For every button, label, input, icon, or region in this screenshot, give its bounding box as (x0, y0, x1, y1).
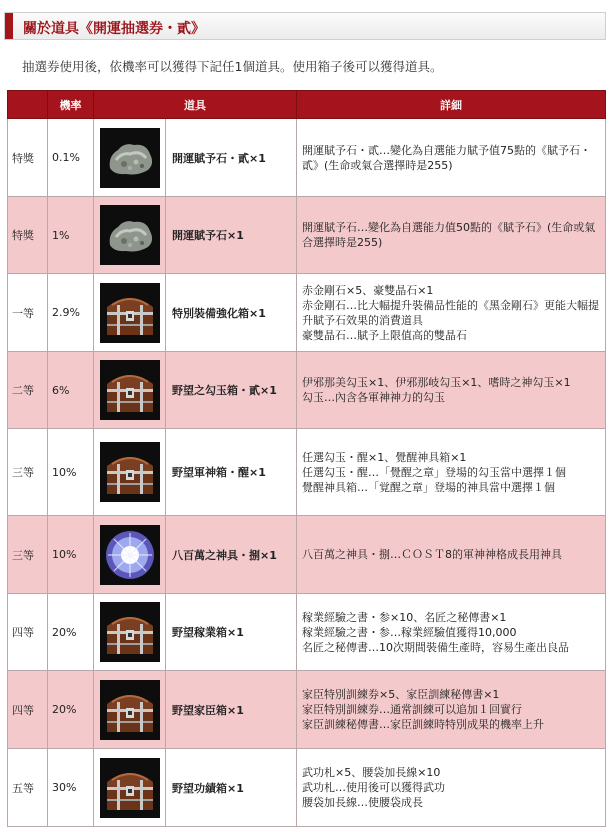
cell-rank: 特獎 (8, 119, 48, 197)
section-title-bar (4, 12, 606, 40)
detail-line: 稼業經驗之書・参×10、名匠之秘傳書×1 (302, 610, 507, 624)
cell-item-icon (94, 671, 166, 749)
cell-item-name: 特別裝備強化箱×1 (166, 274, 297, 352)
table-row (8, 119, 606, 197)
cell-rate: 10% (48, 516, 94, 594)
table-row (8, 429, 606, 516)
cell-rate: 20% (48, 671, 94, 749)
cell-rate: 30% (48, 749, 94, 827)
cell-item-name: 野望軍神箱・醒×1 (166, 429, 297, 516)
detail-line: 赤金剛石×5、豪雙晶石×1 (302, 283, 434, 297)
treasure-chest-icon (100, 758, 160, 818)
detail-line: 伊邪那美勾玉×1、伊邪那岐勾玉×1、嗜時之神勾玉×1 (302, 376, 571, 389)
cell-item-name: 八百萬之神具・捌×1 (166, 516, 297, 594)
cell-detail (297, 749, 606, 827)
cell-item-icon (94, 274, 166, 352)
col-header-rank (8, 91, 48, 119)
detail-line: 開運賦予石…變化為自選能力值50點的《賦予石》(生命或氣合選擇時是255) (302, 221, 596, 249)
detail-line: 赤金剛石…比大幅提升裝備品性能的《黑金剛石》更能大幅提升賦予石效果的消費道具 (302, 298, 599, 327)
cell-rank: 二等 (8, 352, 48, 429)
cell-detail (297, 429, 606, 516)
detail-line: 名匠之秘傳書…10次期間裝備生產時，容易生產出良品 (302, 640, 569, 654)
cell-item-icon (94, 516, 166, 594)
cell-detail (297, 352, 606, 429)
col-header-rate: 機率 (48, 91, 94, 119)
cell-item-name: 野望之勾玉箱・貳×1 (166, 352, 297, 429)
cell-rank: 三等 (8, 516, 48, 594)
table-row (8, 516, 606, 594)
treasure-chest-icon (100, 360, 160, 420)
col-header-detail: 詳細 (297, 91, 606, 119)
intro-text: 抽選券使用後，依機率可以獲得下記任1個道具。使用箱子後可以獲得道具。 (22, 59, 443, 74)
crystal-orb-icon (100, 525, 160, 585)
treasure-chest-icon (100, 602, 160, 662)
cell-rate: 1% (48, 197, 94, 274)
treasure-chest-icon (100, 283, 160, 343)
cell-rank: 特獎 (8, 197, 48, 274)
cell-detail (297, 516, 606, 594)
cell-rank: 四等 (8, 594, 48, 671)
cell-detail (297, 274, 606, 352)
cell-detail (297, 197, 606, 274)
detail-line: 豪雙晶石…賦予上限值高的雙晶石 (302, 328, 467, 342)
table-row (8, 594, 606, 671)
cell-rate: 20% (48, 594, 94, 671)
cell-rate: 6% (48, 352, 94, 429)
cell-item-name: 野望稼業箱×1 (166, 594, 297, 671)
detail-line: 任選勾玉・醒…「覺醒之章」登場的勾玉當中選擇１個 (302, 465, 566, 479)
item-table (7, 90, 606, 827)
title-accent (5, 13, 13, 39)
detail-line: 勾玉…內含各軍神神力的勾玉 (302, 391, 445, 404)
detail-line: 稼業經驗之書・参…稼業經驗值獲得10,000 (302, 625, 517, 639)
table-header-row (8, 91, 606, 119)
cell-item-name: 開運賦予石×1 (166, 197, 297, 274)
cell-rate: 10% (48, 429, 94, 516)
detail-line: 家臣特別訓練券×5、家臣訓練秘傳書×1 (302, 688, 500, 701)
table-row (8, 197, 606, 274)
table-row (8, 274, 606, 352)
ore-stone-icon (100, 128, 160, 188)
detail-line: 八百萬之神具・捌…ＣＯＳＴ8的軍神神格成長用神具 (302, 548, 562, 561)
cell-item-icon (94, 197, 166, 274)
cell-item-icon (94, 594, 166, 671)
detail-line: 武功札×5、腰袋加長線×10 (302, 766, 441, 779)
cell-rank: 一等 (8, 274, 48, 352)
detail-line: 家臣特別訓練券…通常訓練可以追加１回實行 (302, 703, 522, 716)
cell-item-icon (94, 749, 166, 827)
cell-detail (297, 671, 606, 749)
cell-rate: 2.9% (48, 274, 94, 352)
detail-line: 武功札…使用後可以獲得武功 (302, 781, 445, 794)
detail-line: 家臣訓練秘傳書…家臣訓練時特別成果的機率上升 (302, 718, 544, 731)
cell-detail (297, 594, 606, 671)
cell-detail (297, 119, 606, 197)
cell-rank: 四等 (8, 671, 48, 749)
table-row (8, 352, 606, 429)
cell-item-icon (94, 429, 166, 516)
cell-rate: 0.1% (48, 119, 94, 197)
detail-line: 腰袋加長線…使腰袋成長 (302, 796, 423, 809)
ore-stone-icon (100, 205, 160, 265)
table-row (8, 749, 606, 827)
page-title: 關於道具《開運抽選券・貳》 (23, 21, 205, 37)
treasure-chest-icon (100, 442, 160, 502)
detail-line: 開運賦予石・貳…變化為自選能力賦予值75點的《賦予石・貳》(生命或氣合選擇時是255) (302, 143, 591, 172)
cell-item-name: 野望功績箱×1 (166, 749, 297, 827)
table-row (8, 671, 606, 749)
cell-rank: 五等 (8, 749, 48, 827)
detail-line: 覺醒神具箱…「覚醒之章」登場的神具當中選擇１個 (302, 480, 555, 494)
cell-item-icon (94, 119, 166, 197)
cell-rank: 三等 (8, 429, 48, 516)
col-header-item: 道具 (94, 91, 297, 119)
detail-line: 任選勾玉・醒×1、覺醒神具箱×1 (302, 450, 467, 464)
cell-item-name: 野望家臣箱×1 (166, 671, 297, 749)
treasure-chest-icon (100, 680, 160, 740)
cell-item-name: 開運賦予石・貳×1 (166, 119, 297, 197)
cell-item-icon (94, 352, 166, 429)
